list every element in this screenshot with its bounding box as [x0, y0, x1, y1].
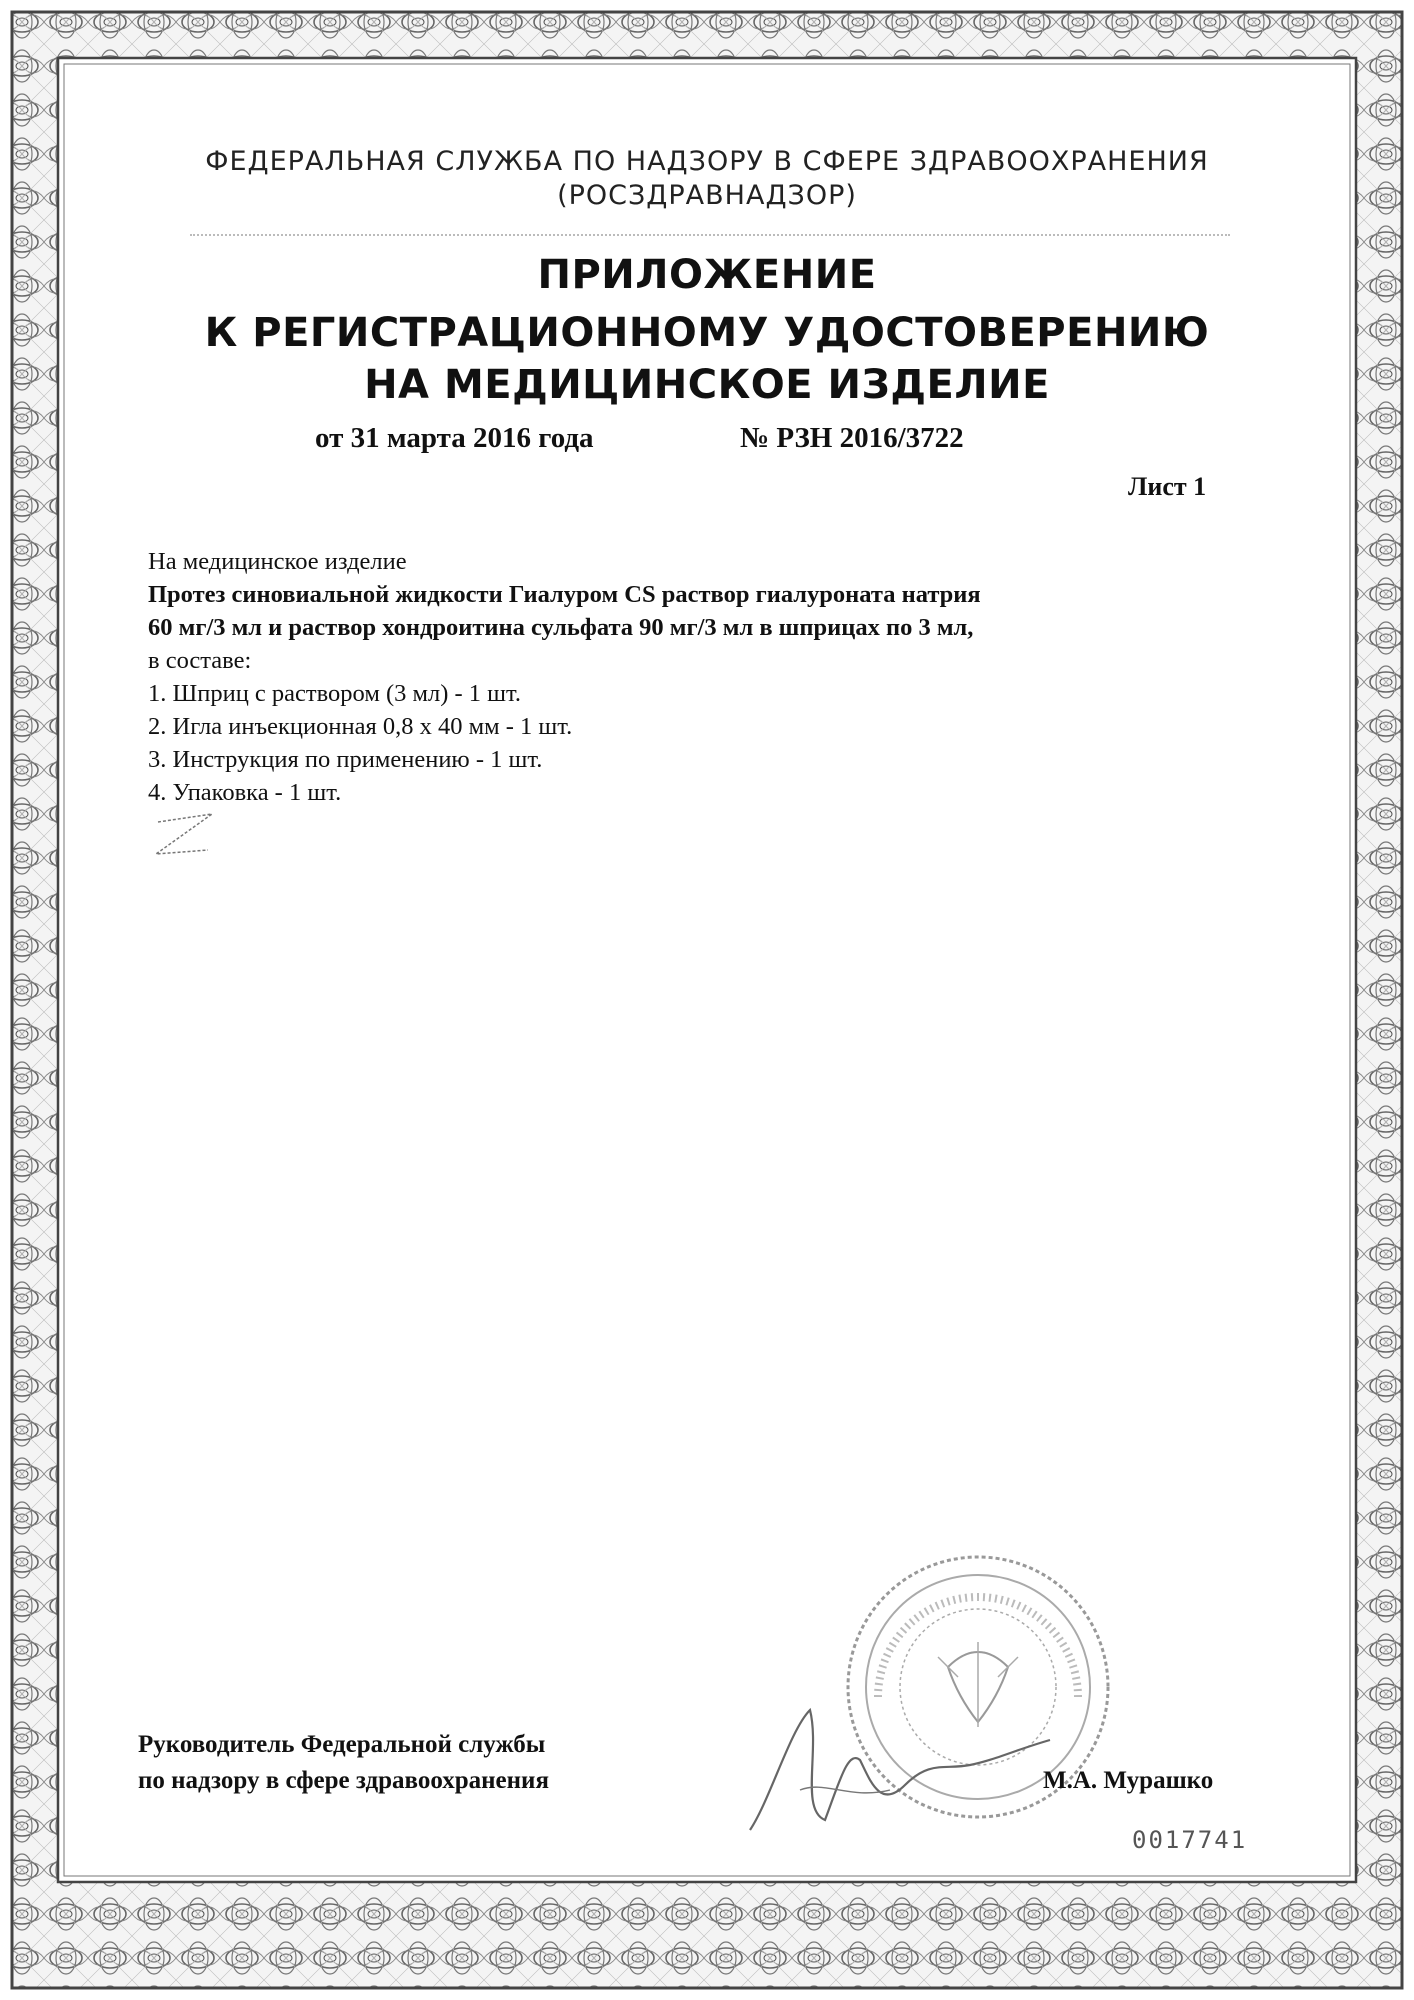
product-name-line1: Протез синовиальной жидкости Гиалуром CS раствор гиалуроната натрия: [148, 581, 981, 608]
composition-item: 4. Упаковка - 1 шт.: [148, 779, 342, 806]
document-title-line2: К РЕГИСТРАЦИОННОМУ УДОСТОВЕРЕНИЮ: [204, 310, 1210, 356]
handwritten-signature: [730, 1690, 1060, 1840]
signer-position-line2: по надзору в сфере здравоохранения: [138, 1767, 549, 1794]
composition-item: 2. Игла инъекционная 0,8 х 40 мм - 1 шт.: [148, 713, 573, 740]
z-closing-mark: [150, 810, 220, 870]
issue-date: от 31 марта 2016 года: [315, 422, 594, 454]
document-title-line1: ПРИЛОЖЕНИЕ: [537, 252, 877, 298]
agency-abbreviation: (РОСЗДРАВНАДЗОР): [557, 180, 857, 211]
serial-number: 0017741: [1132, 1826, 1248, 1854]
signer-position-line1: Руководитель Федеральной службы: [138, 1731, 546, 1758]
registration-number: № РЗН 2016/3722: [740, 422, 964, 454]
composition-item: 1. Шприц с раствором (3 мл) - 1 шт.: [148, 680, 522, 707]
composition-item: 3. Инструкция по применению - 1 шт.: [148, 746, 543, 773]
signer-name: М.А. Мурашко: [1043, 1767, 1214, 1794]
document-body: [148, 545, 981, 809]
intro-text: На медицинское изделие: [148, 548, 407, 575]
sheet-number: Лист 1: [1128, 472, 1207, 501]
dotted-divider: [190, 234, 1230, 238]
agency-name: ФЕДЕРАЛЬНАЯ СЛУЖБА ПО НАДЗОРУ В СФЕРЕ ЗДРАВООХРАНЕНИЯ: [205, 146, 1209, 177]
product-name-line2: 60 мг/3 мл и раствор хондроитина сульфата 90 мг/3 мл в шприцах по 3 мл,: [148, 614, 974, 641]
document-title-line3: НА МЕДИЦИНСКОЕ ИЗДЕЛИЕ: [364, 362, 1050, 408]
composition-label: в составе:: [148, 647, 252, 674]
